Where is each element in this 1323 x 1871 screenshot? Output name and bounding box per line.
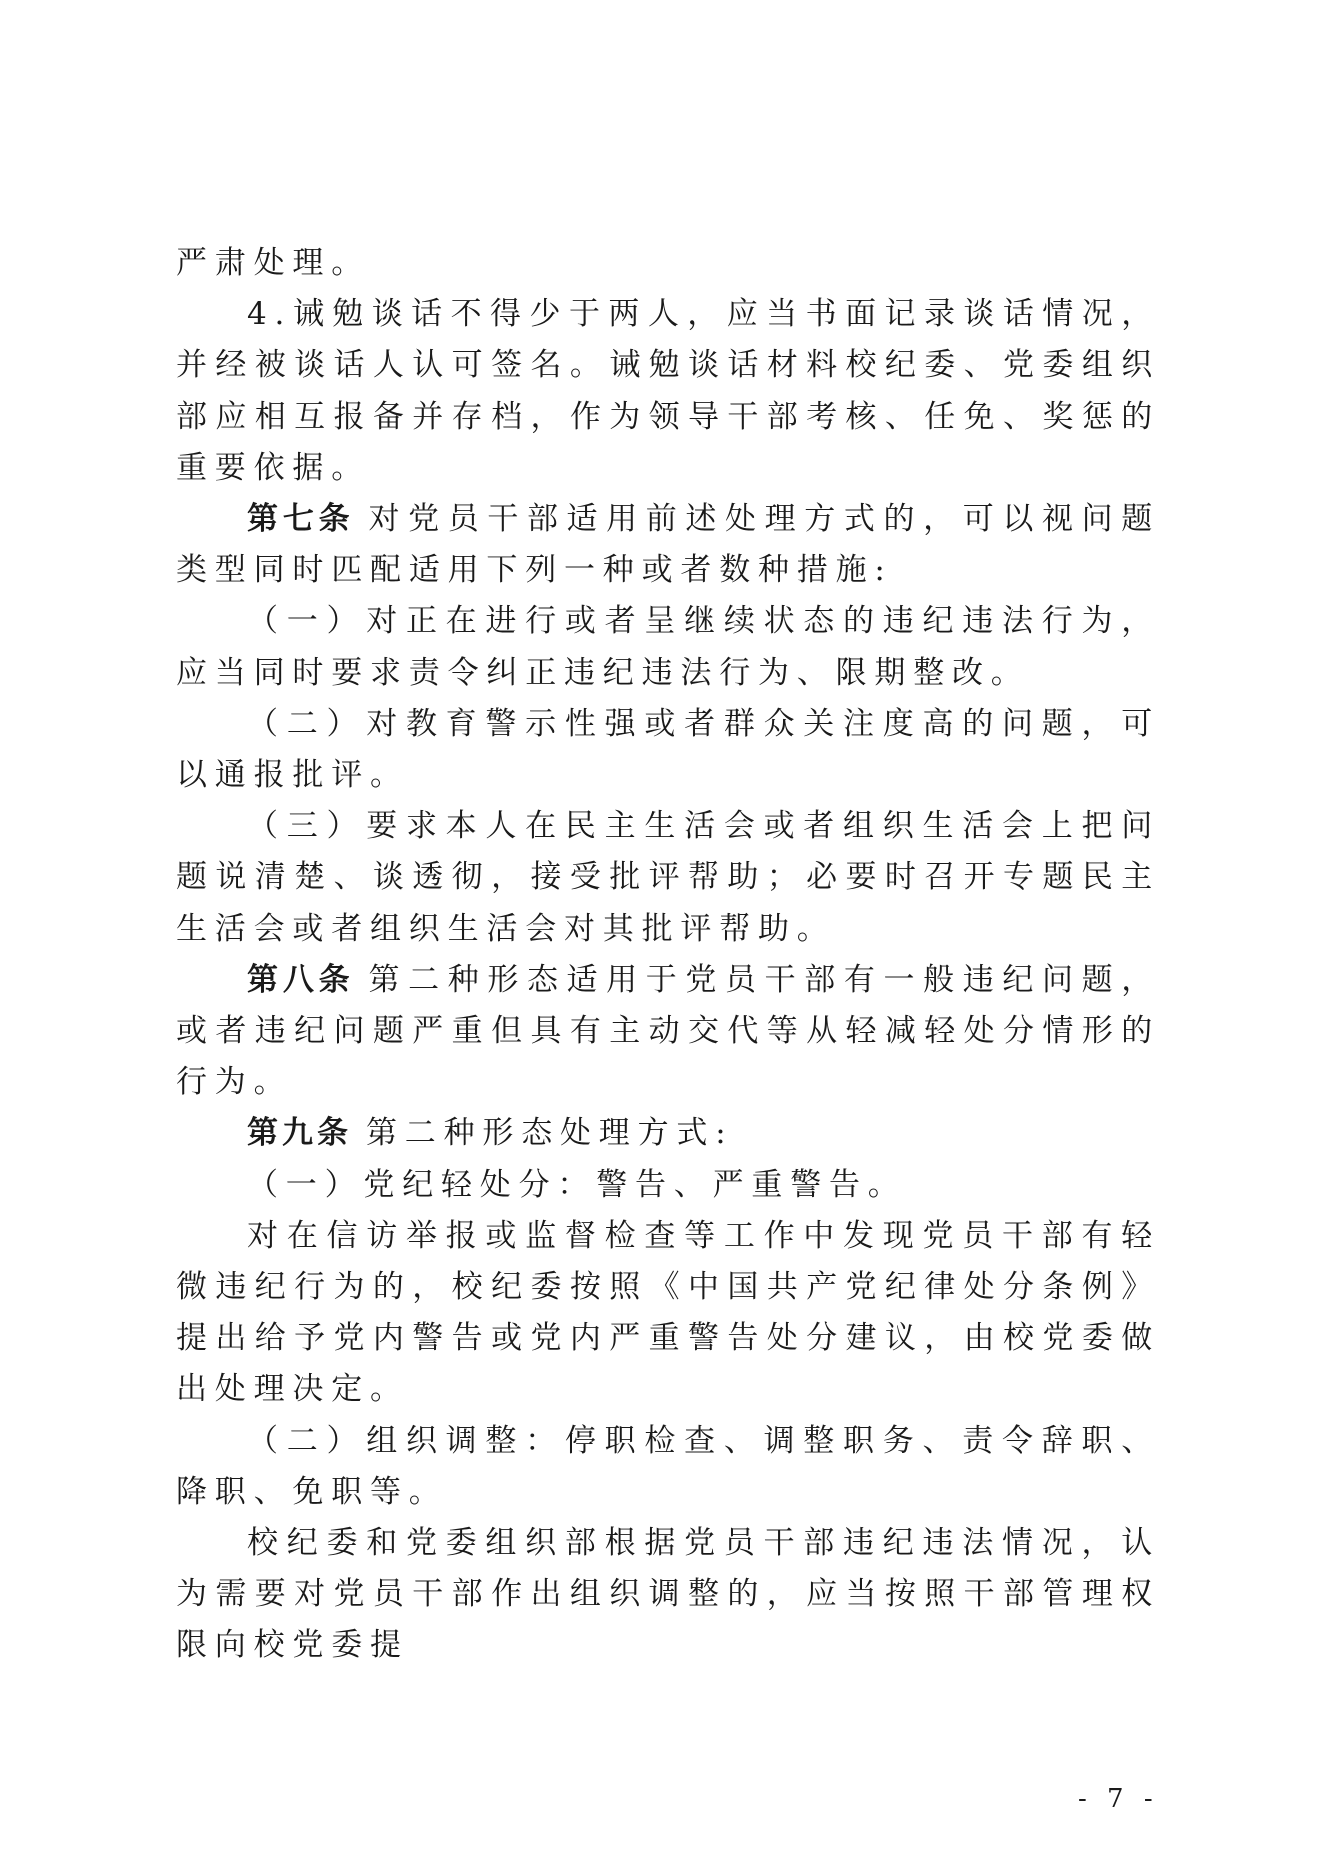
measure-2 — [176, 699, 1160, 801]
measure-3 — [176, 801, 1160, 955]
article-label: 第八条 — [247, 961, 355, 998]
paragraph-text: 第二种形态处理方式: — [366, 1115, 734, 1152]
body-text — [176, 238, 1160, 1672]
method-2 — [176, 1416, 1160, 1518]
paragraph-text: 校纪委和党委组织部根据党员干部违纪违法情况，认为需要对党员干部作出组织调整的，应当按照干部管理权限向校党委提 — [176, 1525, 1160, 1664]
paragraph-text: （二）对教育警示性强或者群众关注度高的问题，可以通报批评。 — [176, 705, 1160, 794]
paragraph-text: 第二种形态适用于党员干部有一般违纪问题，或者违纪问题严重但具有主动交代等从轻减轻处分情形的行为。 — [176, 961, 1161, 1101]
paragraph-text: （三）要求本人在民主生活会或者组织生活会上把问题说清楚、谈透彻，接受批评帮助；必要时召开专题民主生活会或者组织生活会对其批评帮助。 — [176, 808, 1160, 947]
paragraph-text: 对在信访举报或监督检查等工作中发现党员干部有轻微违纪行为的，校纪委按照《中国共产党纪律处分条例》提出给予党内警告或党内严重警告处分建议，由校党委做出处理决定。 — [176, 1217, 1160, 1408]
measure-1 — [176, 596, 1160, 698]
article-label: 第九条 — [247, 1115, 352, 1152]
paragraph-item-4 — [176, 289, 1160, 494]
paragraph-continuation — [176, 238, 1160, 289]
paragraph-text: 严肃处理。 — [176, 245, 370, 281]
paragraph-text: （一）党纪轻处分：警告、严重警告。 — [247, 1166, 907, 1203]
method-1-detail — [176, 1211, 1160, 1416]
paragraph-text: 4.诫勉谈话不得少于两人，应当书面记录谈话情况，并经被谈话人认可签名。诫勉谈话材料校纪委、党委组织部应相互报备并存档，作为领导干部考核、任免、奖惩的重要依据。 — [176, 296, 1160, 486]
method-1 — [176, 1160, 1160, 1211]
article-label: 第七条 — [247, 501, 355, 538]
paragraph-text: （二）组织调整：停职检查、调整职务、责令辞职、降职、免职等。 — [176, 1422, 1160, 1510]
article-7 — [176, 494, 1160, 596]
page-number: - 7 - — [1078, 1784, 1159, 1814]
paragraph-text: （一）对正在进行或者呈继续状态的违纪违法行为，应当同时要求责令纠正违纪违法行为、限期整改。 — [176, 603, 1160, 691]
article-8 — [176, 955, 1160, 1109]
article-9 — [176, 1108, 1160, 1159]
method-2-detail — [176, 1518, 1160, 1672]
paragraph-text: 对党员干部适用前述处理方式的，可以视问题类型同时匹配适用下列一种或者数种措施: — [176, 501, 1161, 589]
